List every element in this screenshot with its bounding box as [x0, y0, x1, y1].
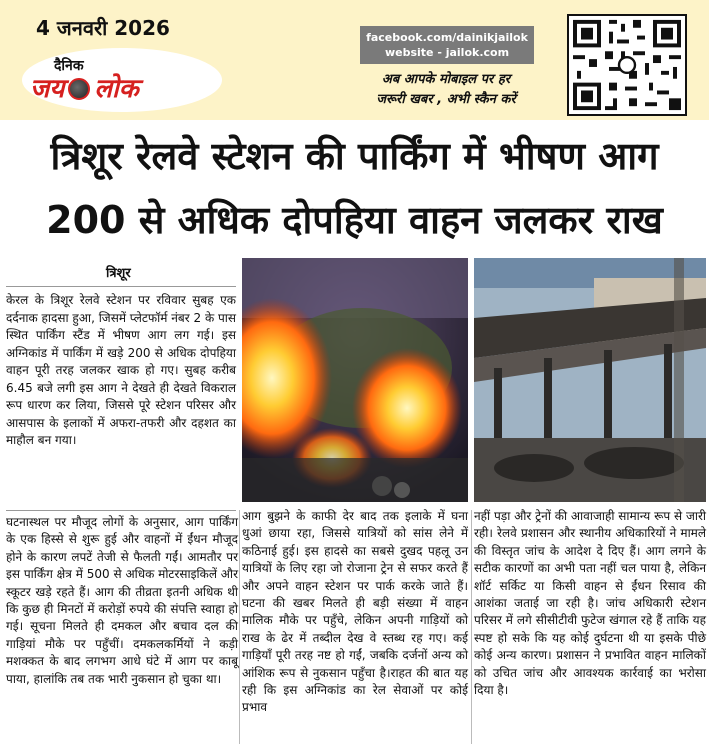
logo-word-2: लोक	[94, 74, 139, 104]
logo-word-1: जय	[30, 74, 65, 104]
article-column-1: घटनास्थल पर मौजूद लोगों के अनुसार, आग पार्किंग के एक हिस्से से शुरू हुई और वाहनों में ईंधन मौजूद होने के कारण लपटें तेजी से फैलती गईं। आमतौर पर इस पार्किंग क्षेत्र में 500 से अधिक मोटरसाइकिलें और स्कूटर खड़े रहते हैं। आग की तीव्रता इतनी अधिक थी कि कुछ ही मिनटों में करोड़ों रुपये की संपत्ति स्वाहा हो गई। सूचना मिलते ही दमकल और बचाव दल की गाड़ियां मौके पर पहुँचीं। दमकलकर्मियों ने कड़ी मशक्कत के बाद लगभग आधे घंटे में आग पर काबू पाया, हालांकि तब तक भारी नुकसान हो चुका था।	[6, 515, 238, 686]
burnt-parking-photo	[474, 258, 706, 502]
headline-line-2: 200 से अधिक दोपहिया वाहन जलकर राख	[46, 198, 663, 242]
website-link[interactable]: website - jailok.com	[384, 46, 510, 59]
issue-date: 4 जनवरी 2026	[36, 16, 170, 40]
article-column-2: आग बुझने के काफी देर बाद तक इलाके में घना धुआं छाया रहा, जिससे यात्रियों को सांस लेने में कठिनाई हुई। इस हादसे का सबसे दुखद पहलू उन यात्रियों के लिए रहा जो रोजाना ट्रेन से सफर करते हैं और अपने वाहन स्टेशन पर पार्क करके जाते हैं। घटना की खबर मिलते ही बड़ी संख्या में वाहन मालिक मौके पर पहुँचे, लेकिन अपनी गाड़ियों को राख के ढेर में तब्दील देख वे स्तब्ध रह गए। कई गाड़ियाँ पूरी तरह नष्ट हो गईं, जबकि दर्जनों अन्य को आंशिक रूप से नुकसान पहुँचा है।राहत की बात यह रही कि इस अग्निकांड का रेल सेवाओं पर कोई प्रभाव	[242, 509, 468, 715]
lead-paragraph: केरल के त्रिशूर रेलवे स्टेशन पर रविवार सुबह एक दर्दनाक हादसा हुआ, जिसमें प्लेटफॉर्म नंबर 2 के पास स्थित पार्किंग स्टैंड में भीषण आग लग गई। इस अग्निकांड में पार्किंग में खड़े 200 से अधिक दोपहिया वाहन पूरी तरह जलकर खाक हो गए। सुबह करीब 6.45 बजे लगी इस आग ने देखते ही देखते विकराल रूप धारण कर लिया, जिससे पूरे स्टेशन परिसर और आसपास के इलाकों में अफरा-तफरी और दहशत का माहौल बन गया।	[6, 293, 237, 447]
masthead	[0, 0, 709, 120]
headline-line-1: त्रिशूर रेलवे स्टेशन की पार्किंग में भीषण आग	[50, 134, 659, 178]
dateline: त्रिशूर	[106, 266, 131, 281]
article-column-3: नहीं पड़ा और ट्रेनों की आवाजाही सामान्य रूप से जारी रही। रेलवे प्रशासन और स्थानीय अधिकारियों ने मामले की विस्तृत जांच के आदेश दे दिए हैं। आग लगने के सटीक कारणों का अभी पता नहीं चल पाया है, लेकिन शॉर्ट सर्किट या किसी वाहन से ईंधन रिसाव की आशंका जताई जा रही है। जांच अधिकारी स्टेशन परिसर में लगे सीसीटीवी फुटेज खंगाल रहे हैं ताकि यह स्पष्ट हो सके कि यह कोई दुर्घटना थी या इसके पीछे कोई अन्य कारण। प्रशासन ने प्रभावित वाहन मालिकों को उचित जांच और आवश्यक कार्रवाई का भरोसा दिया है।	[474, 509, 706, 698]
scan-prompt-line-2: जरूरी खबर , अभी स्कैन करें	[376, 92, 516, 107]
newspaper-logo	[30, 74, 210, 104]
headline	[0, 128, 709, 248]
qr-code-icon[interactable]	[567, 14, 687, 116]
column-divider	[239, 510, 240, 744]
logo-prefix: दैनिक	[54, 58, 84, 74]
facebook-link[interactable]: facebook.com/dainikjailok	[366, 31, 528, 44]
scan-prompt	[346, 70, 546, 110]
scan-prompt-line-1: अब आपके मोबाइल पर हर	[381, 72, 511, 87]
logo-emblem-icon	[68, 78, 90, 100]
column-divider	[471, 510, 472, 744]
divider	[6, 510, 236, 511]
divider	[6, 286, 236, 287]
social-links-box	[360, 26, 534, 64]
fire-photo	[242, 258, 468, 502]
